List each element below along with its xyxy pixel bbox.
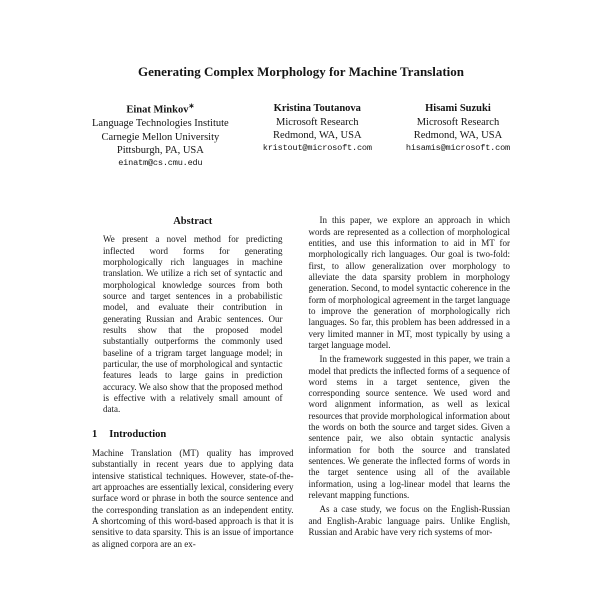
body-paragraph: In this paper, we explore an approach in which words are represented as a collection of morphological entities, and use this information to aid in MT for morphologically rich languages. Our goal is two-fold: first, to allow generalization over morphology to alleviate the data sparsity problem in morphology generation. Second, to model syntactic coherence in the form of morphological agreement in the target language to improve the generation of morphologically rich languages. So far, this problem has been addressed in a very limited manner in MT, most typically by using a target language model.: [308, 215, 511, 350]
author-affiliation-line: Language Technologies Institute: [92, 118, 229, 130]
paper-title: Generating Complex Morphology for Machine Translation: [137, 64, 465, 79]
abstract-heading: Abstract: [173, 216, 213, 228]
author-name: Hisami Suzuki: [425, 103, 491, 114]
left-column: [92, 215, 294, 550]
section-number: 1: [92, 428, 98, 440]
author-block-suzuki: [406, 102, 510, 154]
author-name-text: Einat Minkov: [126, 104, 189, 116]
author-email: hisamis@microsoft.com: [405, 142, 510, 153]
author-affiliation-line: Redmond, WA, USA: [413, 130, 503, 142]
author-affiliation-line: Microsoft Research: [276, 116, 359, 128]
body-paragraph: In the framework suggested in this paper, we train a model that predicts the inflected forms of a sequence of word stems in a target sentence, given the corresponding source sentence. We used word and word alignment information, as well as lexical resources that provide morphological information about the words on both the source and target sides. Given a sentence pair, we also obtain syntactic analysis information for both the source and translated sentences. We generate the inflected forms of words in the target sentence using all of the available information, using a log-linear model that learns the relevant mapping functions.: [308, 354, 510, 501]
section-heading-introduction: [92, 428, 294, 441]
author-footnote-mark: ∗: [188, 102, 195, 110]
author-email: kristout@microsoft.com: [262, 142, 372, 153]
authors-block: [92, 102, 510, 169]
right-column: [309, 215, 511, 550]
section-title: Introduction: [109, 428, 167, 440]
author-affiliation-line: Carnegie Mellon University: [101, 131, 220, 143]
author-block-minkov: [92, 102, 229, 169]
author-name: [92, 102, 229, 117]
abstract-text: We present a novel method for predicting inflected word forms for generating morphologically rich languages in machine translation. We utilize a rich set of syntactic and morphological knowledge sources from both source and target sentences in a probabilistic model, and evaluate their contribution in generating Russian and Arabic sentences. Our results show that the proposed model substantially outperforms the commonly used baseline of a trigram target language model; in particular, the use of morphological and syntactic features leads to large gains in prediction accuracy. We also show that the proposed method is effective with a relatively small amount of data.: [103, 234, 283, 415]
author-block-toutanova: [263, 102, 372, 154]
two-column-body: [92, 215, 510, 550]
author-affiliation-line: Redmond, WA, USA: [273, 130, 362, 142]
author-affiliation-line: Pittsburgh, PA, USA: [116, 145, 204, 157]
author-email: einatm@cs.cmu.edu: [118, 158, 203, 169]
author-name: Kristina Toutanova: [273, 103, 361, 114]
body-paragraph: As a case study, we focus on the English-Russian and English-Arabic language pairs. Unlike English, Russian and Arabic have very rich systems of mor-: [308, 504, 510, 538]
intro-paragraph: Machine Translation (MT) quality has improved substantially in recent years due to applying data intensive statistical techniques. However, state-of-the-art approaches are essentially lexical, considering every surface word or phrase in both the source sentence and the corresponding translation as an independent entity. A shortcoming of this word-based approach is that it is sensitive to data sparsity. This is an issue of importance as aligned corpora are an ex-: [92, 447, 294, 549]
author-affiliation-line: Microsoft Research: [416, 116, 500, 128]
